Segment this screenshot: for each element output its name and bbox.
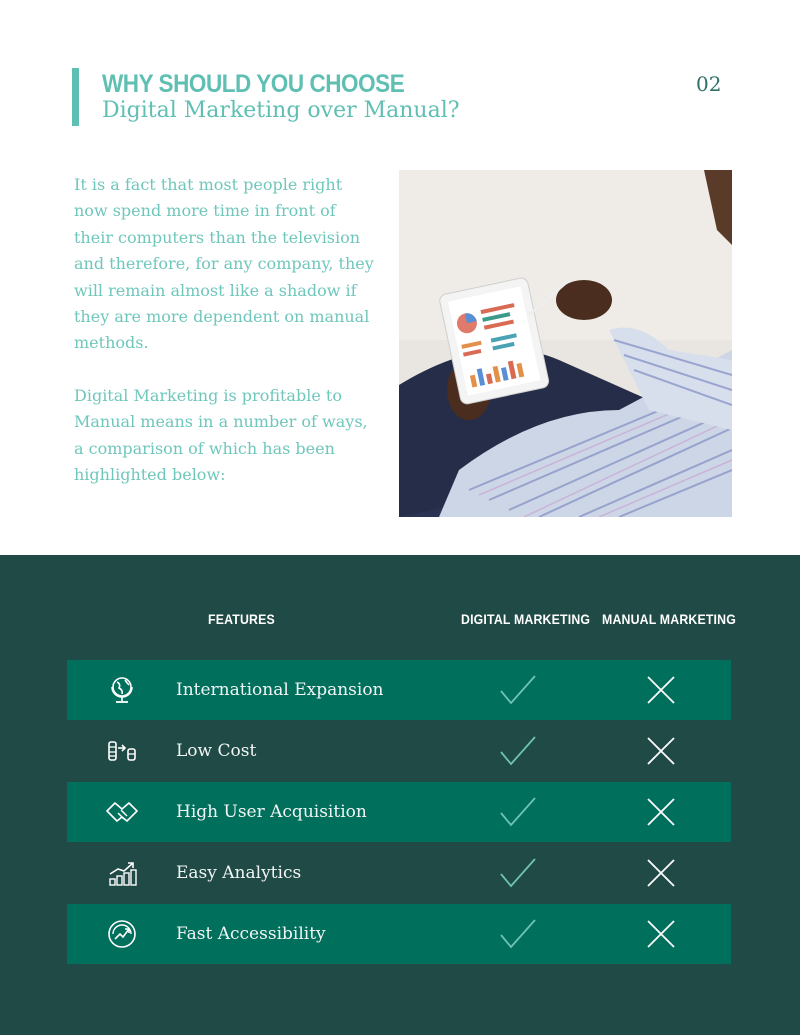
comparison-table: [0, 555, 800, 1035]
table-row: [67, 843, 731, 903]
growth-chart-icon: [105, 856, 139, 890]
globe-icon: [105, 673, 139, 707]
table-row: [67, 721, 731, 781]
check-icon: [499, 795, 537, 829]
cross-icon: [646, 919, 676, 949]
tablet-photo: [399, 170, 732, 517]
coins-transfer-icon: [105, 734, 139, 768]
page-number: 02: [696, 72, 722, 96]
cross-icon: [646, 858, 676, 888]
feature-label: High User Acquisition: [176, 802, 367, 822]
feature-label: Low Cost: [176, 741, 257, 761]
page-subtitle: Digital Marketing over Manual?: [102, 98, 460, 123]
table-row: [67, 782, 731, 842]
feature-label: Fast Accessibility: [176, 924, 326, 944]
table-row: [67, 904, 731, 964]
digital-marketing-header: DIGITAL MARKETING: [461, 611, 591, 627]
check-icon: [499, 856, 537, 890]
page-title: WHY SHOULD YOU CHOOSE: [102, 70, 405, 98]
intro-paragraph-1: It is a fact that most people right now spend more time in front of their computers than the television and therefore, for any company, they will remain almost like a shadow if they are more dependent on manual methods.: [74, 175, 374, 353]
check-icon: [499, 673, 537, 707]
handshake-icon: [105, 795, 139, 829]
feature-label: International Expansion: [176, 680, 384, 700]
speedometer-icon: [105, 917, 139, 951]
intro-paragraph-2: Digital Marketing is profitable to Manual means in a number of ways, a comparison of which has been highlighted below:: [74, 385, 368, 485]
table-row: [67, 660, 731, 720]
manual-marketing-header: MANUAL MARKETING: [602, 611, 736, 627]
check-icon: [499, 917, 537, 951]
cross-icon: [646, 675, 676, 705]
check-icon: [499, 734, 537, 768]
intro-text: [74, 172, 374, 514]
heading-accent-bar: [72, 68, 79, 126]
features-header: FEATURES: [208, 611, 275, 627]
cross-icon: [646, 797, 676, 827]
feature-label: Easy Analytics: [176, 863, 302, 883]
cross-icon: [646, 736, 676, 766]
